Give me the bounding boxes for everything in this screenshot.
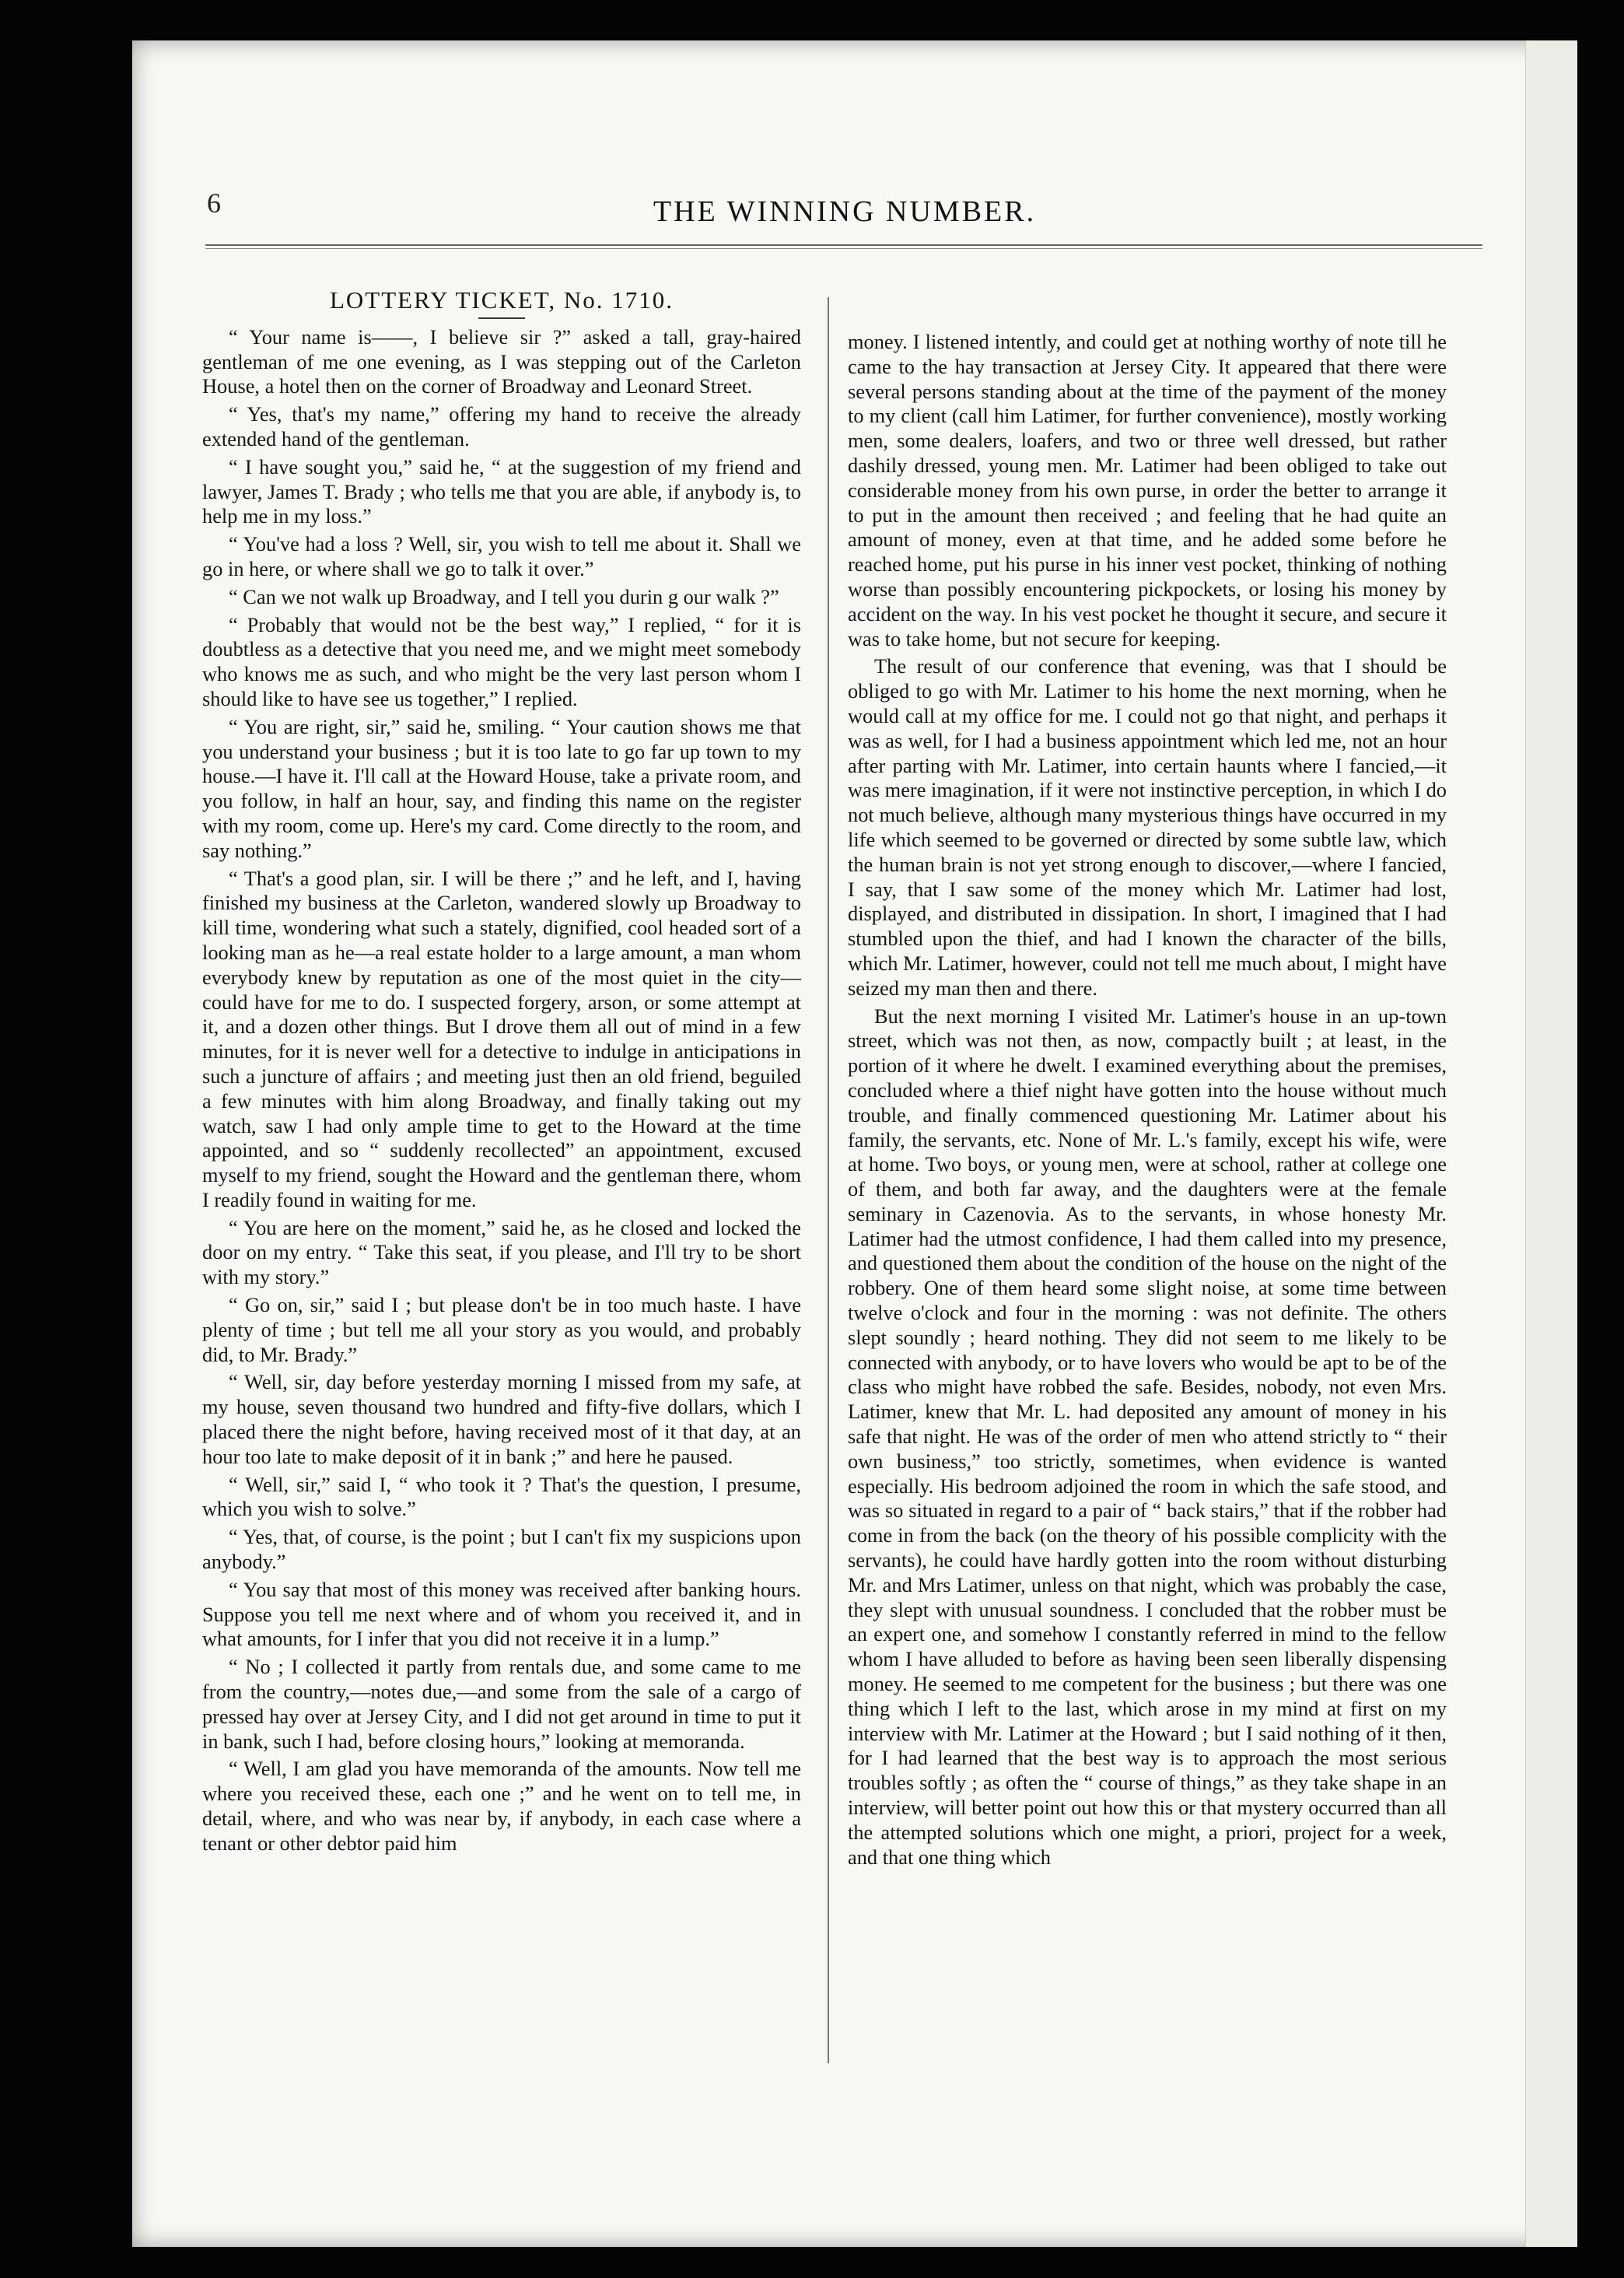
column-divider [828, 297, 829, 2063]
facing-page-edge [1525, 40, 1577, 2247]
running-title: THE WINNING NUMBER. [653, 195, 1037, 228]
page-header [207, 187, 1482, 233]
paragraph: But the next morning I visited Mr. Latimer's house in an up-town street, which was not then, as now, compactly built ; at least, in the portion of it where he dwelt. I examined everything about the premises, concluded where a thief night have gotten into the house without much trouble, and finally commenced questioning Mr. Latimer about his family, the servants, etc. None of Mr. L.'s family, except his wife, were at home. Two boys, or young men, were at school, rather at college one of them, and both far away, and the daughters were at the female seminary in Cazenovia. As to the servants, in whose honesty Mr. Latimer had the utmost confidence, I had them called into my presence, and questioned them about the condition of the house on the night of the robbery. One of them heard some slight noise, at some time between twelve o'clock and four in the morning : was not definite. The others slept soundly ; heard nothing. They did not seem to me likely to be connected with anybody, or to have lovers who would be apt to be of the class who might have robbed the safe. Besides, nobody, not even Mrs. Latimer, knew that Mr. L. had deposited any amount of money in his safe that night. He was of the order of men who attend strictly to “ their own business,” too strictly, sometimes, when evidence is wanted especially. His bedroom adjoined the room in which the safe stood, and was so situated in regard to a pair of “ back stairs,” that if the robber had come in from the back (on the theory of his possible complicity with the servants), he could have hardly gotten into the room without disturbing Mr. and Mrs Latimer, unless on that night, which was probably the case, they slept with unusual soundness. I concluded that the robber must be an expert one, and somehow I constantly referred in mind to the fellow whom I have alluded to before as having been seen liberally dispensing money. He seemed to me competent for the business ; but there was one thing which I left to the last, which arose in my mind at first on my interview with Mr. Latimer at the Howard ; but I said nothing of it then, for I had learned that the best way is to approach the most serious troubles softly ; as often the “ course of things,” as they take shape in an interview, will better point out how this or that mystery occurred than all the attempted solutions which one might, a priori, project for a week, and that one thing which [848, 1004, 1447, 1869]
title-rule [478, 317, 525, 319]
paragraph: “ No ; I collected it partly from rentals due, and some came to me from the country,—notes due,—and some from the sale of a cargo of pressed hay over at Jersey City, and I did not get around in time to put it in bank, such I had, before closing hours,” looking at memoranda. [202, 1655, 801, 1753]
paragraph: “ Your name is——, I believe sir ?” asked a tall, gray-haired gentleman of me one evening, as I was stepping out of the Carleton House, a hotel then on the corner of Broadway and Leonard Street. [202, 324, 801, 398]
paragraph: “ You've had a loss ? Well, sir, you wish to tell me about it. Shall we go in here, or where shall we go to talk it over.” [202, 532, 801, 580]
paragraph: “ Yes, that, of course, is the point ; but I can't fix my suspicions upon anybody.” [202, 1525, 801, 1574]
book-page [132, 40, 1577, 2247]
paragraph: “ That's a good plan, sir. I will be there ;” and he left, and I, having finished my business at the Carleton, wandered slowly up Broadway to kill time, wondering what such a stately, dignified, cool headed sort of a looking man as he—a real estate holder to a large amount, a man whom everybody knew by reputation as one of the most quiet in the city—could have for me to do. I suspected forgery, arson, or some attempt at it, and a dozen other things. But I drove them all out of mind in a few minutes, for it is never well for a detective to indulge in anticipations in such a juncture of affairs ; and meeting just then an old friend, beguiled a few minutes with him along Broadway, and finally taking out my watch, saw I had only ample time to get to the Howard at the time appointed, and so “ suddenly recollected” an appointment, excused myself to my friend, sought the Howard and the gentleman there, whom I readily found in waiting for me. [202, 866, 801, 1211]
paragraph: money. I listened intently, and could get at nothing worthy of note till he came to the hay transaction at Jersey City. It appeared that there were several persons standing about at the time of the payment of the money to my client (call him Latimer, for further convenience), mostly working men, some dealers, loafers, and two or three well dressed, but rather dashily dressed, young men. Mr. Latimer had been obliged to take out considerable money from his own purse, in order the better to arrange it to put in the amount then received ; and feeling that he had quite an amount of money, even at that time, and he added some before he reached home, put his purse in his inner vest pocket, thinking of nothing worse than possibly encountering pickpockets, or losing his money by accident on the way. In his vest pocket he thought it secure, and secure it was to take home, but not secure for keeping. [848, 330, 1447, 650]
paragraph: “ Yes, that's my name,” offering my hand to receive the already extended hand of the gentleman. [202, 402, 801, 450]
paragraph: “ Can we not walk up Broadway, and I tell you durin g our walk ?” [229, 584, 779, 608]
paragraph: “ You are here on the moment,” said he, as he closed and locked the door on my entry. “ Take this seat, if you please, and I'll try to be short with my story.” [202, 1215, 801, 1289]
paragraph: “ Well, I am glad you have memoranda of the amounts. Now tell me where you received these, each one ;” and he went on to tell me, in detail, where, and who was near by, if anybody, in each case where a tenant or other debtor paid him [202, 1757, 801, 1855]
paragraph: “ Well, sir, day before yesterday morning I missed from my safe, at my house, seven thousand two hundred and fifty-five dollars, which I placed there the night before, having received most of it that day, at an hour too late to make deposit of it in bank ;” and here he paused. [202, 1370, 801, 1468]
paragraph: “ You say that most of this money was received after banking hours. Suppose you tell me next where and of whom you received it, and in what amounts, for I infer that you did not receive it in a lump.” [202, 1577, 801, 1651]
page-number: 6 [207, 187, 221, 219]
article-title: LOTTERY TICKET, No. 1710. [329, 286, 674, 314]
paragraph: “ Probably that would not be the best way,” I replied, “ for it is doubtless as a detective that you need me, and we might meet somebody who knows me as such, and who might be the very last person whom I should like to have see us together,” I replied. [202, 612, 801, 710]
paragraph: The result of our conference that evening, was that I should be obliged to go with Mr. Latimer to his home the next morning, when he would call at my office for me. I could not go that night, and perhaps it was as well, for I had a business appointment which led me, not an hour after parting with Mr. Latimer, into certain haunts where I fancied,—it was mere imagination, if it were not instinctive perception, in which I do not much believe, although many mysterious things have occurred in my life which seemed to be governed or directed by some subtle law, which the human brain is not yet strong enough to discover,—where I fancied, I say, that I saw some of the money which Mr. Latimer had lost, displayed, and distributed in dissipation. In short, I imagined that I had stumbled upon the thief, and had I known the character of the bills, which Mr. Latimer, however, could not tell me much about, I might have seized my man then and there. [848, 654, 1447, 1000]
paragraph: “ I have sought you,” said he, “ at the suggestion of my friend and lawyer, James T. Brady ; who tells me that you are able, if anybody is, to help me in my loss.” [202, 454, 801, 528]
paragraph: “ You are right, sir,” said he, smiling. “ Your caution shows me that you understand your business ; but it is too late to go far up town to my house.—I have it. I'll call at the Howard House, take a private room, and you follow, in half an hour, say, and finding this name on the register with my room, come up. Here's my card. Come directly to the room, and say nothing.” [202, 714, 801, 862]
header-rule [205, 244, 1482, 249]
right-column [848, 330, 1447, 1873]
paragraph: “ Go on, sir,” said I ; but please don't be in too much haste. I have plenty of time ; but tell me all your story as you would, and probably did, to Mr. Brady.” [202, 1293, 801, 1366]
left-column [202, 288, 801, 1859]
paragraph: “ Well, sir,” said I, “ who took it ? That's the question, I presume, which you wish to solve.” [202, 1472, 801, 1521]
